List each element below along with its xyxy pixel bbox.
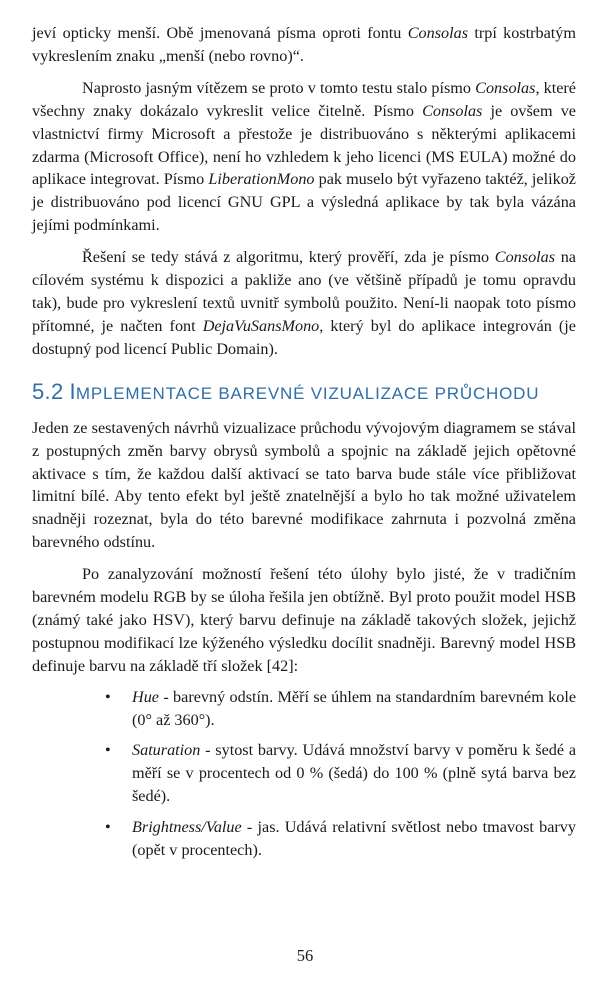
section-title-initial: I — [69, 378, 76, 404]
text-run: je ovšem ve vlastnictví firmy Microsoft a přestože je distribuováno s některými aplikacemi zdarma (Microsoft Office), není ho vzhledem k jeho licenci (MS EULA) možné do aplikace integrovat. Písmo — [32, 101, 576, 189]
term: Saturation — [132, 741, 201, 760]
font-name: Consolas — [407, 24, 468, 42]
term-description: - jas. Udává relativní světlost nebo tmavost barvy (opět v procentech). — [132, 818, 576, 860]
section-number: 5.2 — [32, 378, 64, 404]
term: Brightness/Value — [132, 818, 242, 837]
font-name: LiberationMono — [208, 170, 315, 189]
list-item-hue — [105, 686, 576, 732]
paragraph-solution — [32, 246, 576, 361]
text-run: na cílovém systému k dispozici a pakliže ano (ve většině případů je tomu opravdu tak), bude pro vykreslení textů uvnitř symbolů použito. Není-li naopak toto písmo přítomné, je načten font — [32, 248, 576, 335]
paragraph-continuation — [32, 22, 576, 68]
term-description: - sytost barvy. Udává množství barvy v poměru k šedé a měří se v procentech od 0 % (šedá) do 100 % (plně sytá barva bez šedé). — [132, 741, 576, 806]
section-paragraph-1: Jeden ze sestavených návrhů vizualizace průchodu vývojovým diagramem se stával z postupných změn barvy obrysů symbolů a spojnic na základě jejich opětovné aktivace s tím, že každou další aktivací se tato barva bude stále více přibližovat limitní bílé. Aby tento efekt byl ještě znatelnější a bylo ho tak možné uživatelem snadněji rozeznat, byla do této barevné modifikace zahrnuta i pozvolná změna barevného odstínu. — [32, 418, 576, 552]
bullet-icon: • — [105, 741, 111, 760]
bullet-icon: • — [105, 687, 111, 706]
term-description: - barevný odstín. Měří se úhlem na standardním barevném kole (0° až 360°). — [132, 687, 576, 729]
page-content — [32, 22, 576, 870]
list-item-saturation — [105, 739, 576, 808]
list-item-brightness — [105, 816, 576, 862]
text-run: pak muselo být vyřazeno taktéž, jelikož je distribuováno pod licencí GNU GPL a výsledná aplikace by tak byla vázána jejími podmínkami. — [32, 170, 576, 235]
font-name: DejaVuSansMono — [202, 316, 320, 335]
hsb-component-list — [32, 686, 576, 862]
font-name: Consolas — [422, 101, 483, 120]
text-run: , které všechny znaky dokázalo vykreslit velice čitelně. Písmo — [32, 78, 576, 120]
section-paragraph-2: Po zanalyzování možností řešení této úlohy bylo jisté, že v tradičním barevném modelu RGB by se úloha řešila jen obtížně. Byl proto použit model HSB (známý také jako HSV), který barvu definuje na základě takových složek, jejichž postupnou modifikací lze kýženého výsledku docílit snadněji. Barevný model HSB definuje barvu na základě tří složek [42]: — [32, 565, 576, 675]
bullet-icon: • — [105, 818, 111, 837]
text-run: trpí kostrbatým vykreslením znaku „menší (nebo rovno)“. — [32, 24, 576, 65]
text-run: Naprosto jasným vítězem se proto v tomto testu stalo písmo — [82, 78, 476, 97]
section-title-rest: MPLEMENTACE BAREVNÉ VIZUALIZACE PRŮCHODU — [75, 383, 540, 403]
page-number: 56 — [296, 946, 314, 965]
term: Hue — [132, 687, 159, 706]
font-name: Consolas — [475, 78, 536, 97]
text-run: Řešení se tedy stává z algoritmu, který prověří, zda je písmo — [82, 248, 495, 267]
text-run: jeví opticky menší. Obě jmenovaná písma oproti fontu — [32, 24, 408, 42]
font-name: Consolas — [494, 248, 556, 267]
section-heading — [32, 379, 576, 407]
paragraph-winner — [32, 77, 576, 237]
text-run: , který byl do aplikace integrován (je dostupný pod licencí Public Domain). — [32, 316, 576, 358]
